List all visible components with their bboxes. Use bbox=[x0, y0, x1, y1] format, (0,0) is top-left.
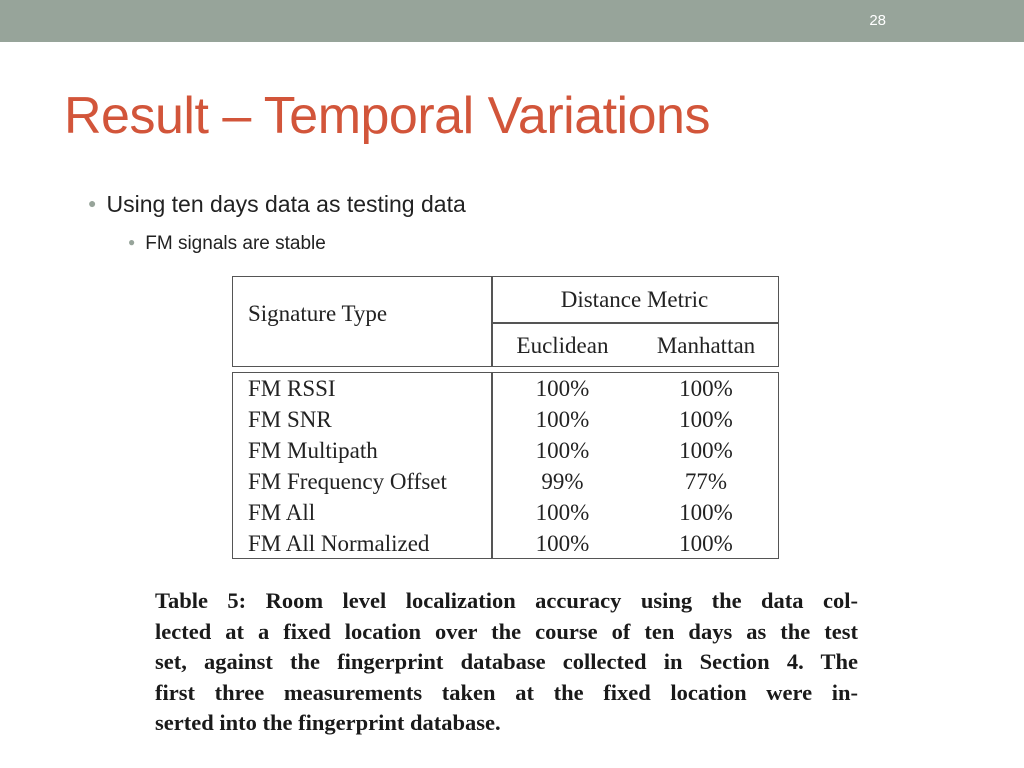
header-euclidean: Euclidean bbox=[516, 333, 609, 358]
cell-euclidean: 100% bbox=[535, 376, 590, 401]
table-row bbox=[233, 373, 778, 404]
cell-manhattan: 77% bbox=[684, 469, 728, 494]
slide-number: 28 bbox=[869, 12, 886, 29]
cell-signature: FM RSSI bbox=[248, 376, 336, 401]
top-bar bbox=[0, 0, 1024, 42]
bullet-level1 bbox=[88, 187, 466, 220]
cell-euclidean: 100% bbox=[535, 407, 590, 432]
table-row bbox=[233, 497, 778, 528]
slide-title: Result – Temporal Variations bbox=[64, 87, 710, 145]
table-header bbox=[232, 276, 779, 367]
table-body bbox=[232, 372, 779, 559]
table-row bbox=[233, 528, 778, 559]
bullet-level2-text: FM signals are stable bbox=[145, 233, 326, 254]
header-horizontal-divider bbox=[491, 322, 778, 324]
cell-euclidean: 100% bbox=[535, 531, 590, 556]
table-row bbox=[233, 404, 778, 435]
bullet-level2 bbox=[128, 228, 326, 258]
bullet-level1-text: Using ten days data as testing data bbox=[106, 191, 466, 217]
cell-manhattan: 100% bbox=[679, 531, 733, 556]
cell-signature: FM Multipath bbox=[248, 438, 378, 463]
caption-line: lected at a fixed location over the course of ten days as the test bbox=[155, 618, 858, 644]
table-row bbox=[233, 466, 778, 497]
caption-line: first three measurements taken at the fixed location were in- bbox=[155, 679, 858, 705]
cell-manhattan: 100% bbox=[679, 376, 733, 401]
header-signature-type: Signature Type bbox=[248, 301, 388, 326]
cell-euclidean: 100% bbox=[535, 500, 590, 525]
header-distance-metric: Distance Metric bbox=[560, 287, 709, 312]
cell-signature: FM All bbox=[248, 500, 316, 525]
table-row bbox=[233, 435, 778, 466]
cell-manhattan: 100% bbox=[679, 438, 733, 463]
table-caption bbox=[155, 586, 858, 739]
caption-line: Table 5: Room level localization accuracy using the data col- bbox=[155, 588, 858, 613]
cell-manhattan: 100% bbox=[679, 500, 733, 525]
caption-line: set, against the fingerprint database collected in Section 4. The bbox=[155, 649, 858, 674]
header-manhattan: Manhattan bbox=[656, 333, 756, 358]
cell-signature: FM All Normalized bbox=[248, 531, 430, 556]
bullet-dot-icon: ● bbox=[128, 235, 136, 249]
cell-manhattan: 100% bbox=[679, 407, 733, 432]
caption-line: serted into the fingerprint database. bbox=[155, 710, 501, 735]
cell-signature: FM SNR bbox=[248, 407, 332, 432]
cell-euclidean: 99% bbox=[541, 469, 584, 494]
cell-euclidean: 100% bbox=[535, 438, 590, 463]
cell-signature: FM Frequency Offset bbox=[248, 469, 447, 494]
bullet-dot-icon: ● bbox=[88, 195, 97, 211]
results-table bbox=[232, 276, 780, 560]
